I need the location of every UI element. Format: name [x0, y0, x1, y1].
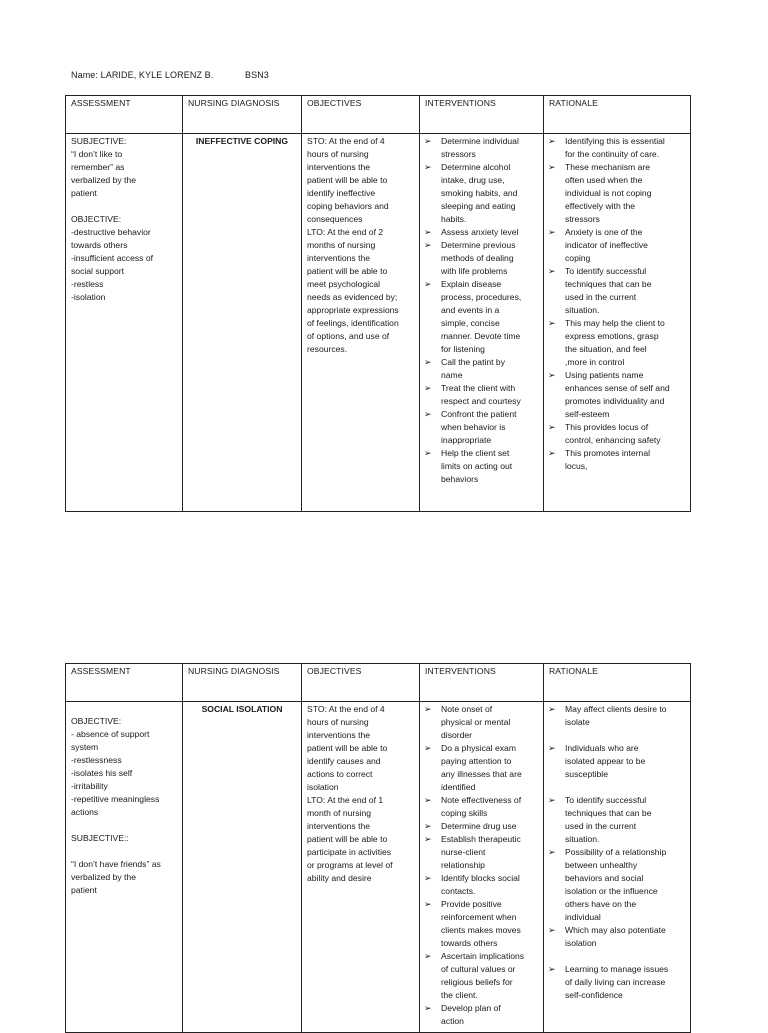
arrow-bullet-icon: ➢ [424, 383, 432, 393]
list-item-text: Identify blocks social contacts. [441, 873, 520, 896]
list-item [548, 265, 686, 317]
list-item [424, 950, 539, 1002]
arrow-bullet-icon: ➢ [548, 266, 556, 276]
list-item-text: Possibility of a relationship between unhealthy behaviors and social isolation or the influence others have on the individual [565, 847, 667, 922]
table-row [66, 702, 691, 1033]
care-plan-table-ineffective-coping [65, 95, 691, 512]
arrow-bullet-icon: ➢ [424, 1003, 432, 1013]
interventions-list [420, 134, 543, 486]
col-header-interventions: INTERVENTIONS [420, 96, 544, 134]
list-item-text: Learning to manage issues of daily living can increase self-confidence [565, 964, 669, 1000]
table-row [66, 134, 691, 512]
list-item-text: Individuals who are isolated appear to be susceptible [565, 743, 646, 779]
table-header-row [66, 96, 691, 134]
list-item-text: Do a physical exam paying attention to any illnesses that are identified [441, 743, 522, 792]
list-item [548, 135, 686, 161]
list-item-text: Ascertain implications of cultural values or religious beliefs for the client. [441, 951, 525, 1000]
list-item [548, 703, 686, 729]
list-item [424, 742, 539, 794]
list-item [548, 963, 686, 1002]
arrow-bullet-icon: ➢ [424, 409, 432, 419]
list-item [424, 161, 539, 226]
arrow-bullet-icon: ➢ [424, 240, 432, 250]
list-item [424, 703, 539, 742]
arrow-bullet-icon: ➢ [424, 899, 432, 909]
arrow-bullet-icon: ➢ [424, 834, 432, 844]
list-item-text: Determine previous methods of dealing with life problems [441, 240, 516, 276]
objectives-text: STO: At the end of 4 hours of nursing interventions the patient will be able to identify ineffective coping behaviors and consequences LTO: At the end of 2 months of nursing interventions the patient will be able to meet psychological needs as evidenced by; appropriate expressions of feelings, identification of options, and use of resources. [307, 136, 399, 354]
list-item [424, 278, 539, 356]
list-item-text: To identify successful techniques that can be used in the current situation. [565, 266, 652, 315]
list-item-text: Using patients name enhances sense of self and promotes individuality and self-esteem [565, 370, 670, 419]
list-item-text: Determine individual stressors [441, 136, 519, 159]
objectives-cell [302, 702, 420, 1033]
list-item [424, 898, 539, 950]
list-item [424, 1002, 539, 1028]
rationale-list [544, 702, 690, 1002]
assessment-cell [66, 702, 183, 1033]
list-item [424, 820, 539, 833]
document-header [71, 70, 269, 80]
arrow-bullet-icon: ➢ [548, 162, 556, 172]
list-item-text: Note onset of physical or mental disorder [441, 704, 511, 740]
list-item [548, 421, 686, 447]
table-header-row [66, 664, 691, 702]
list-item [548, 369, 686, 421]
arrow-bullet-icon: ➢ [548, 370, 556, 380]
arrow-bullet-icon: ➢ [424, 951, 432, 961]
list-item-text: This provides locus of control, enhancing safety [565, 422, 661, 445]
arrow-bullet-icon: ➢ [548, 136, 556, 146]
arrow-bullet-icon: ➢ [424, 743, 432, 753]
list-item [548, 794, 686, 846]
diagnosis-text: SOCIAL ISOLATION [201, 704, 283, 714]
arrow-bullet-icon: ➢ [548, 964, 556, 974]
arrow-bullet-icon: ➢ [424, 821, 432, 831]
rationale-cell [544, 702, 691, 1033]
class-label: BSN3 [245, 70, 269, 80]
rationale-list [544, 134, 690, 473]
list-item [424, 794, 539, 820]
arrow-bullet-icon: ➢ [548, 925, 556, 935]
list-item [424, 447, 539, 486]
col-header-diagnosis: NURSING DIAGNOSIS [183, 664, 302, 702]
col-header-objectives: OBJECTIVES [302, 664, 420, 702]
list-item-text: Confront the patient when behavior is inappropriate [441, 409, 517, 445]
arrow-bullet-icon: ➢ [548, 704, 556, 714]
arrow-bullet-icon: ➢ [548, 743, 556, 753]
col-header-rationale: RATIONALE [544, 96, 691, 134]
list-item-text: Help the client set limits on acting out behaviors [441, 448, 513, 484]
arrow-bullet-icon: ➢ [548, 318, 556, 328]
arrow-bullet-icon: ➢ [424, 873, 432, 883]
assessment-cell [66, 134, 183, 512]
arrow-bullet-icon: ➢ [548, 422, 556, 432]
assessment-text: OBJECTIVE: - absence of support system -restlessness -isolates his self -irritability -repetitive meaningless actions SUBJECTIVE:: “I don’t have friends” as verbalized by the patient [71, 716, 161, 895]
list-item-text: Treat the client with respect and courtesy [441, 383, 521, 406]
list-item-text: Develop plan of action [441, 1003, 501, 1026]
list-item-text: These mechanism are often used when the individual is not coping effectively with the stressors [565, 162, 652, 224]
list-item-text: Which may also potentiate isolation [565, 925, 666, 948]
diagnosis-cell [183, 134, 302, 512]
diagnosis-cell [183, 702, 302, 1033]
list-item [424, 382, 539, 408]
arrow-bullet-icon: ➢ [548, 448, 556, 458]
arrow-bullet-icon: ➢ [424, 162, 432, 172]
list-item-text: To identify successful techniques that can be used in the current situation. [565, 795, 652, 844]
arrow-bullet-icon: ➢ [548, 795, 556, 805]
list-item [548, 317, 686, 369]
list-item-text: Explain disease process, procedures, and events in a simple, concise manner. Devote time for listening [441, 279, 522, 354]
list-item [548, 161, 686, 226]
list-item [424, 226, 539, 239]
list-item-text: Call the patint by name [441, 357, 506, 380]
arrow-bullet-icon: ➢ [424, 448, 432, 458]
col-header-objectives: OBJECTIVES [302, 96, 420, 134]
arrow-bullet-icon: ➢ [548, 227, 556, 237]
list-item [548, 924, 686, 950]
list-item-text: Anxiety is one of the indicator of ineffective coping [565, 227, 648, 263]
arrow-bullet-icon: ➢ [424, 279, 432, 289]
arrow-bullet-icon: ➢ [424, 136, 432, 146]
list-item [424, 872, 539, 898]
list-item [424, 356, 539, 382]
care-plan-table-social-isolation [65, 663, 691, 1033]
interventions-cell [420, 134, 544, 512]
list-item [424, 833, 539, 872]
list-item-text: Determine drug use [441, 821, 517, 831]
objectives-text: STO: At the end of 4 hours of nursing interventions the patient will be able to identify causes and actions to correct isolation LTO: At the end of 1 month of nursing interventions the patient will be able to participate in activities or programs at level of ability and desire [307, 704, 393, 883]
student-name: Name: LARIDE, KYLE LORENZ B. [71, 70, 214, 80]
list-item [424, 135, 539, 161]
list-item-text: This may help the client to express emotions, grasp the situation, and feel ,more in control [565, 318, 665, 367]
list-item-text: Determine alcohol intake, drug use, smoking habits, and sleeping and eating habits. [441, 162, 518, 224]
list-item-text: Establish therapeutic nurse-client relationship [441, 834, 521, 870]
list-item [548, 846, 686, 924]
col-header-interventions: INTERVENTIONS [420, 664, 544, 702]
list-item [548, 226, 686, 265]
list-item-text: Note effectiveness of coping skills [441, 795, 522, 818]
col-header-diagnosis: NURSING DIAGNOSIS [183, 96, 302, 134]
objectives-cell [302, 134, 420, 512]
arrow-bullet-icon: ➢ [548, 847, 556, 857]
arrow-bullet-icon: ➢ [424, 357, 432, 367]
arrow-bullet-icon: ➢ [424, 704, 432, 714]
col-header-rationale: RATIONALE [544, 664, 691, 702]
list-item [424, 408, 539, 447]
list-item-text: Assess anxiety level [441, 227, 519, 237]
col-header-assessment: ASSESSMENT [66, 96, 183, 134]
arrow-bullet-icon: ➢ [424, 795, 432, 805]
list-item [548, 447, 686, 473]
list-item [424, 239, 539, 278]
list-item [548, 742, 686, 781]
interventions-list [420, 702, 543, 1028]
list-item-text: This promotes internal locus, [565, 448, 651, 471]
interventions-cell [420, 702, 544, 1033]
arrow-bullet-icon: ➢ [424, 227, 432, 237]
list-item-text: Provide positive reinforcement when clients makes moves towards others [441, 899, 521, 948]
diagnosis-text: INEFFECTIVE COPING [195, 136, 289, 146]
list-item-text: May affect clients desire to isolate [565, 704, 667, 727]
assessment-text: SUBJECTIVE: “I don’t like to remember” as verbalized by the patient OBJECTIVE: -destructive behavior towards others -insufficient access of social support -restless -isolation [71, 136, 153, 302]
rationale-cell [544, 134, 691, 512]
col-header-assessment: ASSESSMENT [66, 664, 183, 702]
list-item-text: Identifying this is essential for the continuity of care. [565, 136, 665, 159]
